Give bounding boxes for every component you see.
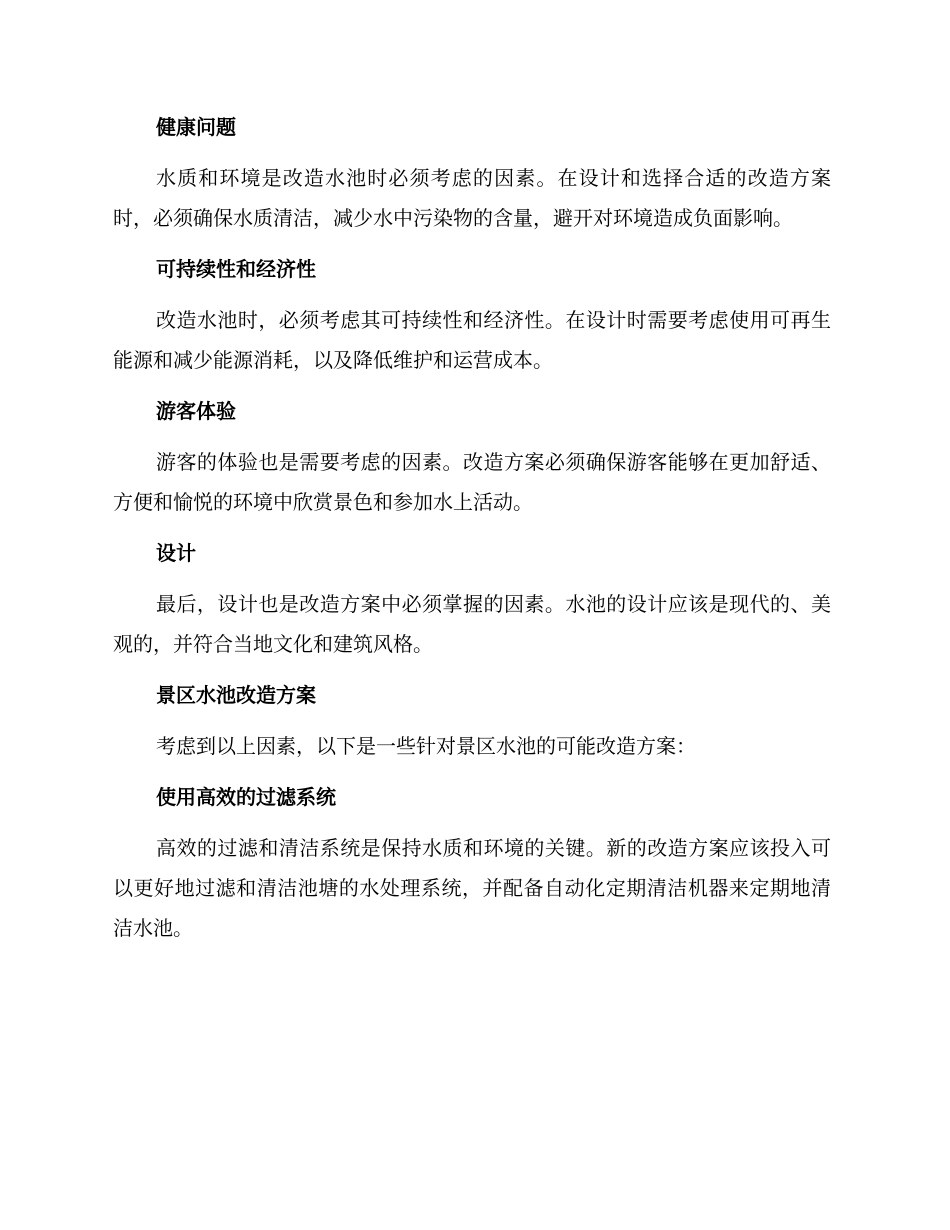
- section-heading-health: 健康问题: [156, 115, 236, 139]
- section-body-visitor-experience: 游客的体验也是需要考虑的因素。改造方案必须确保游客能够在更加舒适、方便和愉悦的环境中欣赏景色和参加水上活动。: [113, 450, 831, 514]
- section-body-sustainability: 改造水池时，必须考虑其可持续性和经济性。在设计时需要考虑使用可再生能源和减少能源消耗，以及降低维护和运营成本。: [113, 308, 831, 372]
- section-heading-sustainability: 可持续性和经济性: [156, 257, 316, 281]
- document-content: [113, 110, 831, 948]
- section-heading-design: 设计: [156, 541, 196, 565]
- section-heading-visitor-experience: 游客体验: [156, 399, 236, 423]
- section-body-filtration: 高效的过滤和清洁系统是保持水质和环境的关键。新的改造方案应该投入可以更好地过滤和清洁池塘的水处理系统，并配备自动化定期清洁机器来定期地清洁水池。: [113, 836, 831, 940]
- section-body-health: 水质和环境是改造水池时必须考虑的因素。在设计和选择合适的改造方案时，必须确保水质清洁，减少水中污染物的含量，避开对环境造成负面影响。: [113, 166, 831, 230]
- section-heading-renovation-plan: 景区水池改造方案: [156, 683, 316, 707]
- section-body-design: 最后，设计也是改造方案中必须掌握的因素。水池的设计应该是现代的、美观的，并符合当地文化和建筑风格。: [113, 592, 831, 656]
- section-body-renovation-plan: 考虑到以上因素，以下是一些针对景区水池的可能改造方案：: [156, 734, 696, 758]
- section-heading-filtration: 使用高效的过滤系统: [156, 785, 336, 809]
